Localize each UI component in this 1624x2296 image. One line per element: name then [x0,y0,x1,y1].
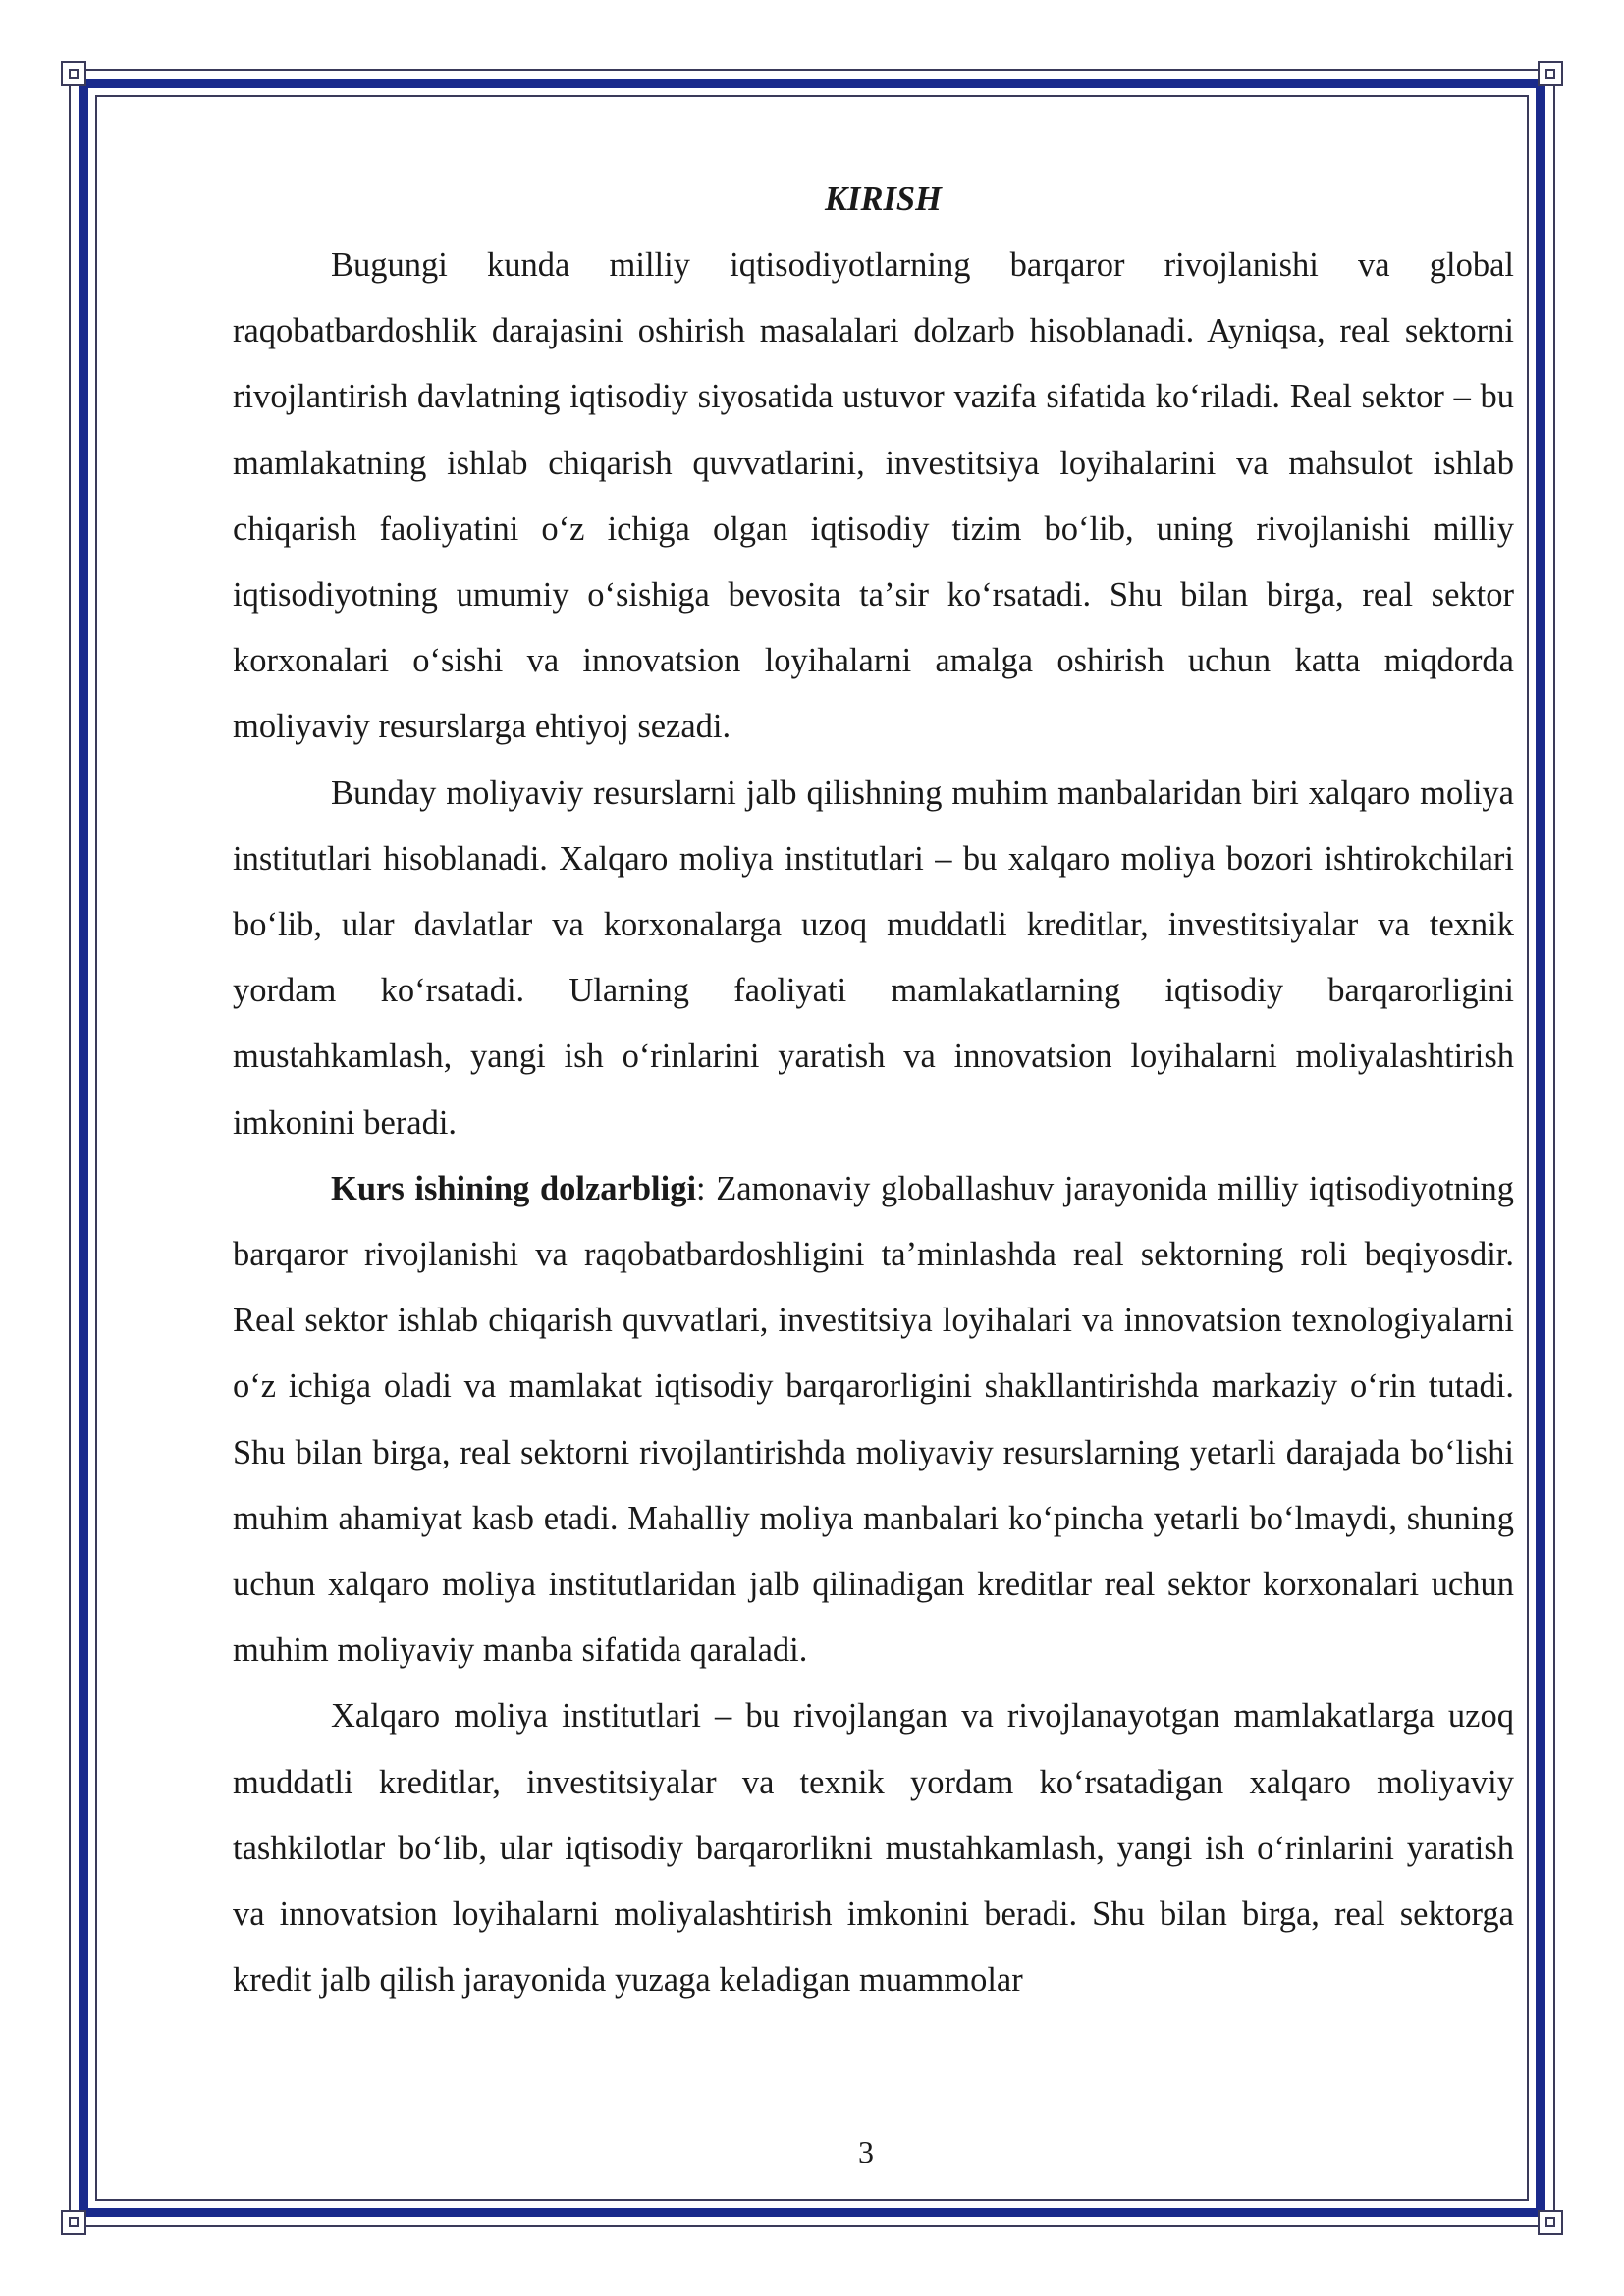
page-title: KIRISH [825,181,942,218]
page-number: 3 [858,2134,874,2169]
document-body [233,167,1514,2013]
corner-ornament-top-right [1538,61,1563,86]
paragraph-text: Zamonaviy globallashuv jarayonida milliy iqtisodiyotning barqaror rivojlanishi va raqobatbardoshligini taʼminlashda real sektorning roli beqiyosdir. Real sektor ishlab chiqarish quvvatlari, investitsiya loyihalari va innovatsion texnologiyalarni oʻz ichiga oladi va mamlakat iqtisodiy barqarorligini shakllantirishda markaziy oʻrin tutadi. Shu bilan birga, real sektorni rivojlantirishda moliyaviy resurslarning yetarli darajada boʻlishi muhim ahamiyat kasb etadi. Mahalliy moliya manbalari koʻpincha yetarli boʻlmaydi, shuning uchun xalqaro moliya institutlaridan jalb qilinadigan kreditlar real sektor korxonalari uchun muhim moliyaviy manba sifatida qaraladi. [233,1169,1514,1670]
corner-ornament-bottom-left [61,2210,86,2235]
paragraph-text: Bunday moliyaviy resurslarni jalb qilishning muhim manbalaridan biri xalqaro moliya institutlari hisoblanadi. Xalqaro moliya institutlari – bu xalqaro moliya bozori ishtirokchilari boʻlib, ular davlatlar va korxonalarga uzoq muddatli kreditlar, investitsiyalar va texnik yordam koʻrsatadi. Ularning faoliyati mamlakatlarning iqtisodiy barqarorligini mustahkamlash, yangi ish oʻrinlarini yaratish va innovatsion loyihalarni moliyalashtirish imkonini beradi. [233,774,1514,1142]
paragraph-text: Xalqaro moliya institutlari – bu rivojlangan va rivojlanayotgan mamlakatlarga uzoq muddatli kreditlar, investitsiyalar va texnik yordam koʻrsatadigan xalqaro moliyaviy tashkilotlar boʻlib, ular iqtisodiy barqarorlikni mustahkamlash, yangi ish oʻrinlarini yaratish va innovatsion loyihalarni moliyalashtirish imkonini beradi. Shu bilan birga, real sektorga kredit jalb qilish jarayonida yuzaga keladigan muammolar [233,1697,1514,2000]
paragraph-text: Bugungi kunda milliy iqtisodiyotlarning barqaror rivojlanishi va global raqobatbardoshlik darajasini oshirish masalalari dolzarb hisoblanadi. Ayniqsa, real sektorni rivojlantirish davlatning iqtisodiy siyosatida ustuvor vazifa sifatida koʻriladi. Real sektor – bu mamlakatning ishlab chiqarish quvvatlarini, investitsiya loyihalarini va mahsulot ishlab chiqarish faoliyatini oʻz ichiga olgan iqtisodiy tizim boʻlib, uning rivojlanishi milliy iqtisodiyotning umumiy oʻsishiga bevosita taʼsir koʻrsatadi. Shu bilan birga, real sektor korxonalari oʻsishi va innovatsion loyihalarni amalga oshirish uchun katta miqdorda moliyaviy resurslarga ehtiyoj sezadi. [233,246,1514,746]
paragraph-separator: : [696,1169,717,1207]
paragraph-lead: Kurs ishining dolzarbligi [331,1169,697,1207]
paragraph-3 [233,1156,1514,1684]
corner-ornament-top-left [61,61,86,86]
paragraph-2 [233,761,1514,1156]
corner-ornament-bottom-right [1538,2210,1563,2235]
paragraph-1 [233,233,1514,761]
paragraph-4 [233,1683,1514,2013]
